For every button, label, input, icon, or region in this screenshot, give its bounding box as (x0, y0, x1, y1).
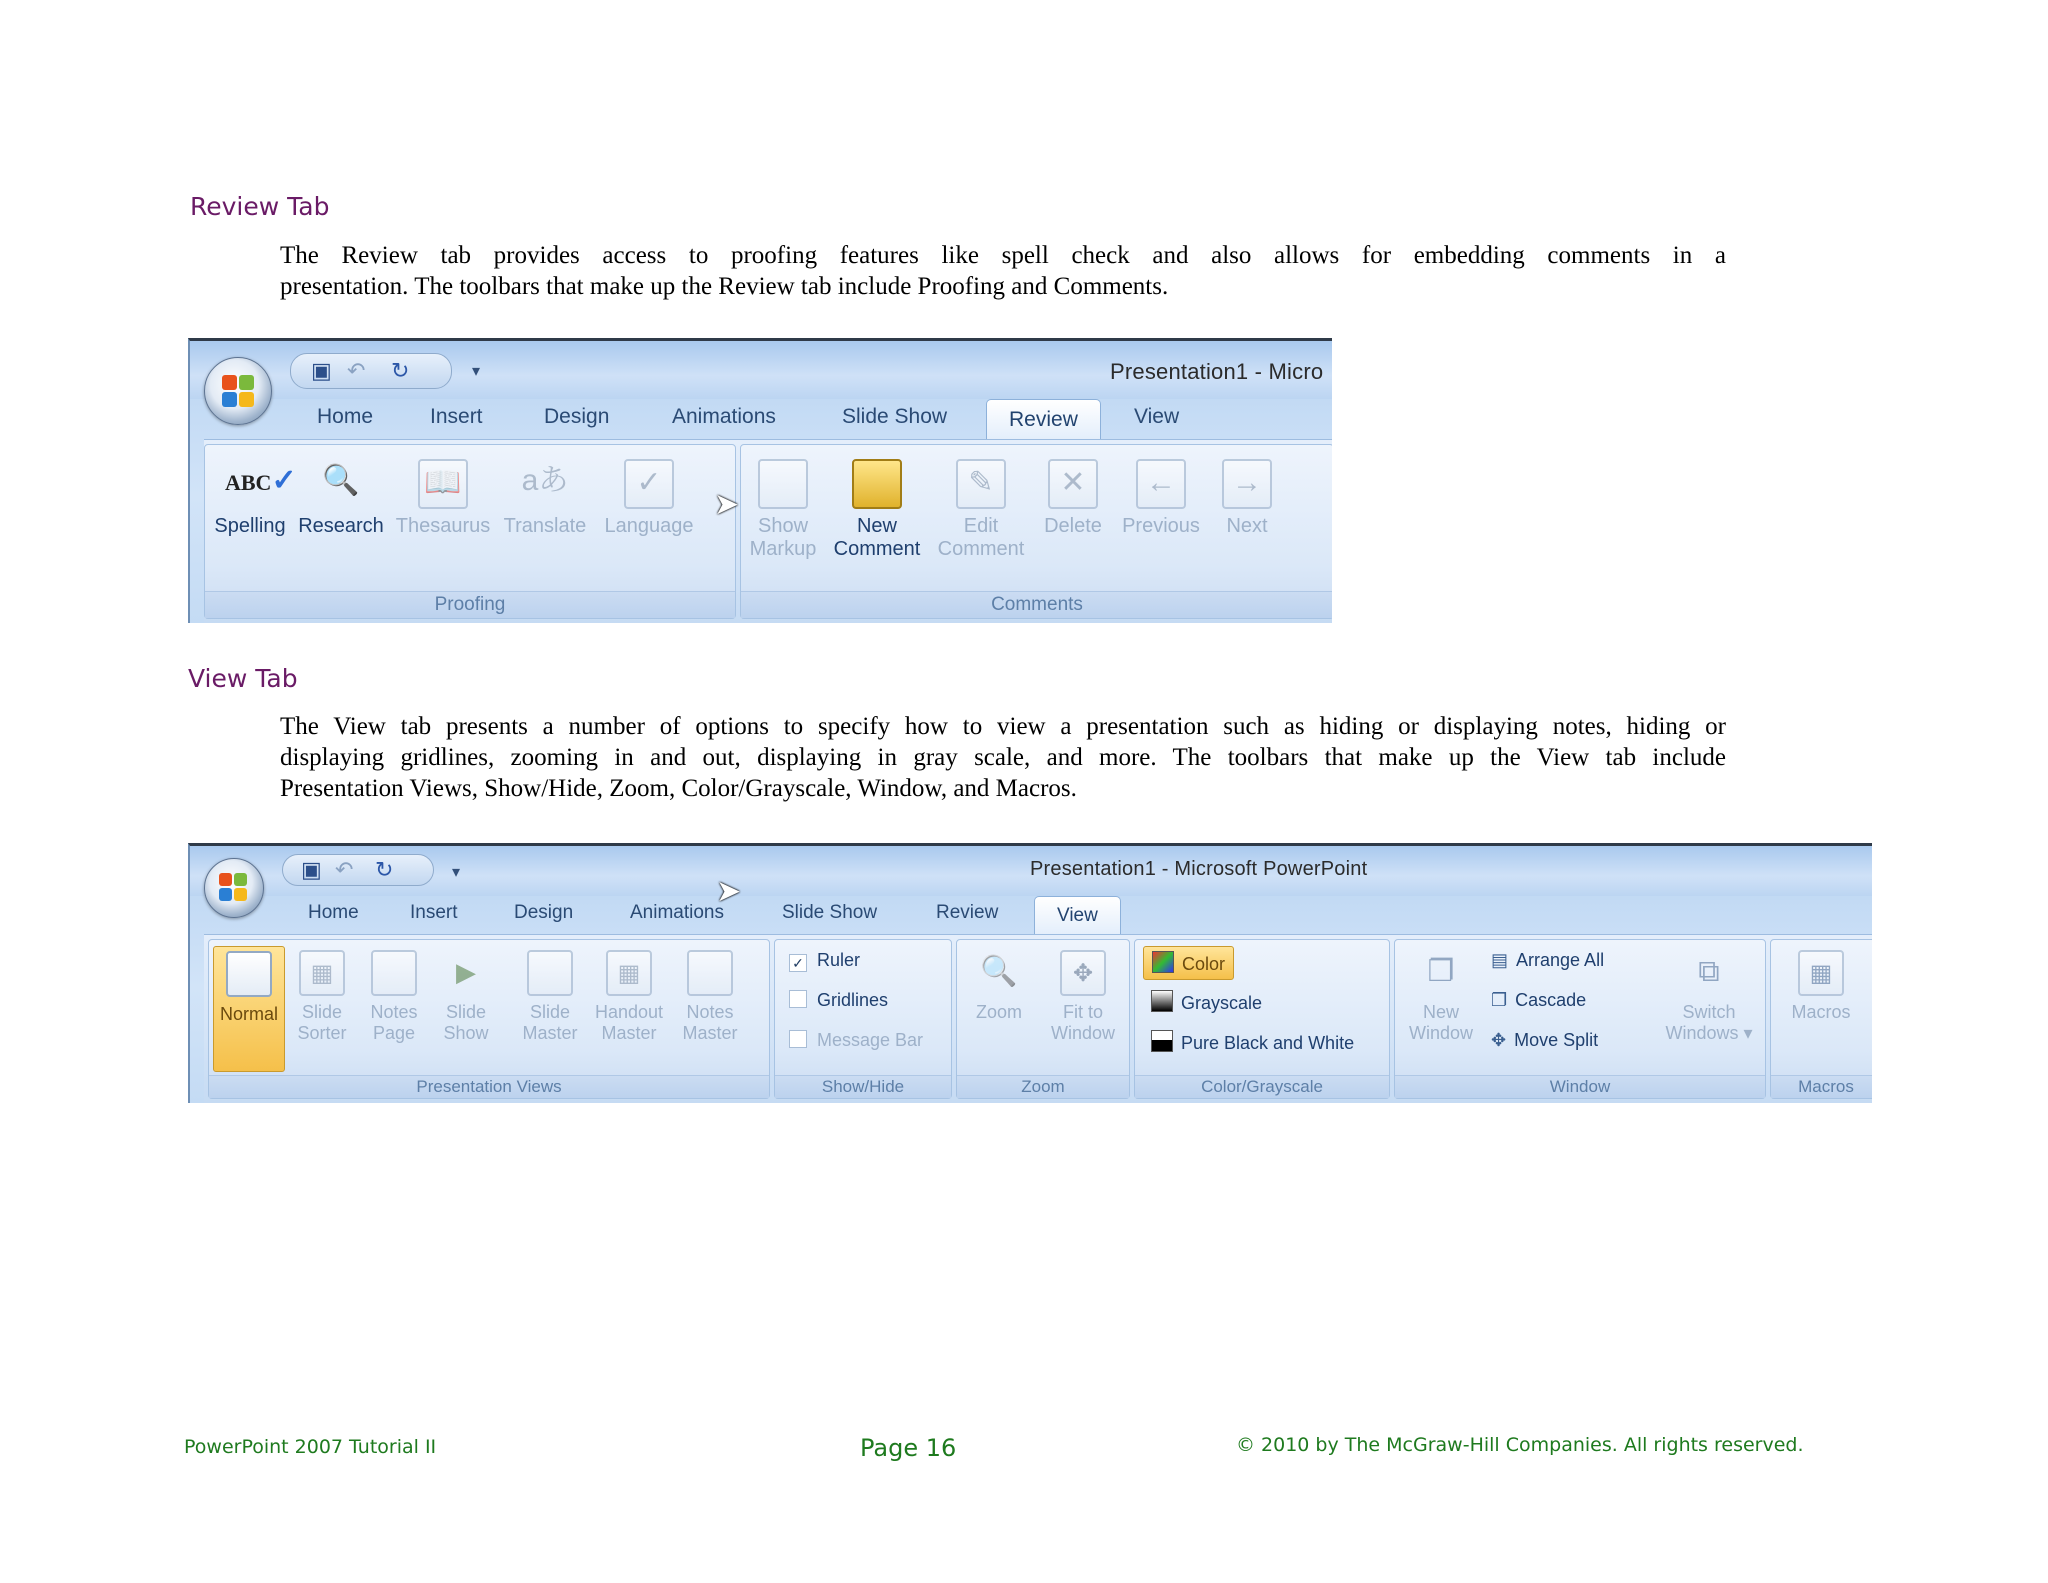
group-label-window: Window (1395, 1075, 1765, 1098)
customize-qat-icon[interactable]: ▾ (452, 864, 461, 881)
group-color-grayscale (1134, 939, 1390, 1099)
group-comments (740, 444, 1332, 619)
pure-black-white-option[interactable]: Pure Black and White (1151, 1030, 1354, 1054)
color-swatch-icon (1152, 951, 1174, 973)
checkbox-icon (789, 990, 807, 1008)
title-bar (190, 846, 1872, 896)
move-split-button[interactable]: ✥ Move Split (1491, 1030, 1599, 1050)
group-label-zoom: Zoom (957, 1075, 1129, 1098)
view-tab-heading: View Tab (188, 664, 298, 693)
view-tab-paragraph (280, 711, 1726, 804)
edit-comment-icon: ✎ (956, 459, 1006, 509)
tab-slide-show[interactable]: Slide Show (842, 405, 948, 428)
tab-view[interactable]: View (1034, 896, 1121, 935)
next-icon: → (1222, 459, 1272, 509)
title-bar (190, 341, 1332, 399)
group-label-color-grayscale: Color/Grayscale (1135, 1075, 1389, 1098)
group-proofing (204, 444, 736, 619)
tab-review[interactable]: Review (936, 902, 999, 923)
spelling-button[interactable]: ABC✓ Spelling (209, 459, 291, 538)
view-ribbon-screenshot (188, 843, 1872, 1103)
normal-view-icon (226, 951, 272, 997)
tab-home[interactable]: Home (308, 902, 359, 923)
arrange-all-button[interactable]: ▤ Arrange All (1491, 950, 1605, 970)
ribbon-tabs (190, 399, 1332, 439)
quick-access-toolbar (282, 854, 434, 886)
paragraph-line: displaying gridlines, zooming in and out, displaying in gray scale, and more. The toolbars that make up the View tab include (280, 744, 1726, 771)
save-icon[interactable]: ▣ (301, 857, 322, 882)
window-title: Presentation1 - Micro (1110, 359, 1324, 384)
ruler-checkbox[interactable]: ✓ Ruler (789, 950, 860, 972)
next-comment-button[interactable]: → Next (1207, 459, 1287, 538)
footer-copyright: © 2010 by The McGraw-Hill Companies. All rights reserved. (1236, 1434, 1804, 1456)
review-ribbon-screenshot (188, 338, 1332, 623)
window-title: Presentation1 - Microsoft PowerPoint (1030, 858, 1368, 880)
grayscale-swatch-icon (1151, 990, 1173, 1012)
group-window (1394, 939, 1766, 1099)
zoom-button[interactable]: 🔍 Zoom (963, 950, 1035, 1023)
save-icon[interactable]: ▣ (311, 358, 332, 383)
research-button[interactable]: 🔍 Research (295, 459, 387, 538)
group-label-macros: Macros (1771, 1075, 1872, 1098)
new-comment-icon (852, 459, 902, 509)
group-label-show-hide: Show/Hide (775, 1075, 951, 1098)
tab-review[interactable]: Review (986, 399, 1101, 440)
show-markup-button[interactable]: Show Markup (743, 459, 823, 561)
delete-comment-button[interactable]: ✕ Delete (1031, 459, 1115, 538)
cascade-button[interactable]: ❐ Cascade (1491, 990, 1587, 1010)
tab-design[interactable]: Design (514, 902, 574, 923)
group-show-hide (774, 939, 952, 1099)
slide-sorter-button[interactable]: ▦ Slide Sorter (287, 950, 357, 1044)
fit-to-window-button[interactable]: ✥ Fit to Window (1041, 950, 1125, 1044)
slide-master-icon (527, 950, 573, 996)
customize-qat-icon[interactable]: ▾ (472, 363, 481, 380)
slide-master-button[interactable]: Slide Master (515, 950, 585, 1044)
paragraph-line: presentation. The toolbars that make up the Review tab include Proofing and Comments. (280, 273, 1169, 300)
slide-sorter-icon: ▦ (299, 950, 345, 996)
macros-icon: ▦ (1798, 950, 1844, 996)
ribbon-body (204, 934, 1872, 1103)
paragraph-line: The Review tab provides access to proofing features like spell check and also allows for embedding comments in a (280, 242, 1726, 269)
notes-page-icon (371, 950, 417, 996)
cascade-icon: ❐ (1491, 990, 1508, 1010)
redo-icon[interactable]: ↻ (391, 358, 410, 383)
handout-master-icon: ▦ (606, 950, 652, 996)
black-white-swatch-icon (1151, 1030, 1173, 1052)
switch-windows-icon: ⧉ (1698, 955, 1720, 988)
footer-left: PowerPoint 2007 Tutorial II (184, 1436, 437, 1458)
language-icon: ✓ (624, 459, 674, 509)
fit-to-window-icon: ✥ (1060, 950, 1106, 996)
spelling-icon: ABC✓ (225, 464, 297, 497)
group-zoom (956, 939, 1130, 1099)
group-label-presentation-views: Presentation Views (209, 1075, 769, 1098)
handout-master-button[interactable]: ▦ Handout Master (587, 950, 671, 1044)
tab-animations[interactable]: Animations (672, 405, 776, 428)
notes-master-button[interactable]: Notes Master (675, 950, 745, 1044)
new-comment-button[interactable]: New Comment (825, 459, 929, 561)
quick-access-toolbar (290, 353, 452, 389)
tab-view[interactable]: View (1134, 405, 1180, 428)
paragraph-line: The View tab presents a number of options to specify how to view a presentation such as hiding or displaying notes, hiding or (280, 713, 1726, 740)
color-option[interactable]: Color (1143, 946, 1234, 980)
notes-page-button[interactable]: Notes Page (359, 950, 429, 1044)
slide-show-icon: ▶ (456, 957, 476, 987)
language-button[interactable]: ✓ Language (597, 459, 701, 538)
slide-show-button[interactable]: ▶ Slide Show (431, 950, 501, 1044)
edit-comment-button[interactable]: ✎ Edit Comment (933, 459, 1029, 561)
grayscale-option[interactable]: Grayscale (1151, 990, 1262, 1014)
group-label-proofing: Proofing (205, 591, 735, 618)
group-presentation-views (208, 939, 770, 1099)
tab-slide-show[interactable]: Slide Show (782, 902, 878, 923)
research-icon: 🔍 (322, 464, 360, 497)
thesaurus-button[interactable]: 📖 Thesaurus (391, 459, 495, 538)
previous-icon: ← (1136, 459, 1186, 509)
tab-insert[interactable]: Insert (410, 902, 458, 923)
message-bar-checkbox[interactable]: Message Bar (789, 1030, 923, 1051)
review-tab-paragraph (280, 240, 1726, 302)
tab-animations[interactable]: Animations (630, 902, 724, 923)
thesaurus-icon: 📖 (418, 459, 468, 509)
group-macros (1770, 939, 1872, 1099)
gridlines-checkbox[interactable]: Gridlines (789, 990, 888, 1011)
switch-windows-button[interactable]: ⧉ Switch Windows ▾ (1657, 950, 1761, 1044)
translate-button[interactable]: aあ Translate (497, 459, 593, 538)
delete-icon: ✕ (1048, 459, 1098, 509)
ribbon-body (204, 439, 1332, 623)
normal-view-button[interactable]: Normal (213, 946, 285, 1072)
mouse-cursor-icon: ➤ (714, 488, 740, 521)
magnifier-icon: 🔍 (980, 955, 1018, 988)
group-label-comments: Comments (741, 591, 1332, 618)
translate-icon: aあ (521, 464, 569, 497)
undo-icon[interactable]: ↶ (335, 857, 354, 882)
macros-button[interactable]: ▦ Macros (1779, 950, 1863, 1023)
new-window-icon: ❐ (1427, 955, 1455, 988)
checkbox-icon (789, 1030, 807, 1048)
arrange-all-icon: ▤ (1491, 950, 1509, 970)
undo-icon[interactable]: ↶ (347, 358, 366, 383)
notes-master-icon (687, 950, 733, 996)
mouse-cursor-icon: ➤ (716, 875, 742, 908)
show-markup-icon (758, 459, 808, 509)
move-split-icon: ✥ (1491, 1030, 1507, 1050)
ribbon-tabs (190, 896, 1872, 934)
checkbox-checked-icon: ✓ (789, 954, 807, 972)
new-window-button[interactable]: ❐ New Window (1399, 950, 1483, 1044)
tab-insert[interactable]: Insert (430, 405, 483, 428)
paragraph-line: Presentation Views, Show/Hide, Zoom, Color/Grayscale, Window, and Macros. (280, 775, 1077, 802)
page-number: Page 16 (860, 1434, 957, 1462)
review-tab-heading: Review Tab (190, 192, 330, 221)
redo-icon[interactable]: ↻ (375, 857, 394, 882)
previous-comment-button[interactable]: ← Previous (1117, 459, 1205, 538)
tab-design[interactable]: Design (544, 405, 610, 428)
tab-home[interactable]: Home (317, 405, 374, 428)
